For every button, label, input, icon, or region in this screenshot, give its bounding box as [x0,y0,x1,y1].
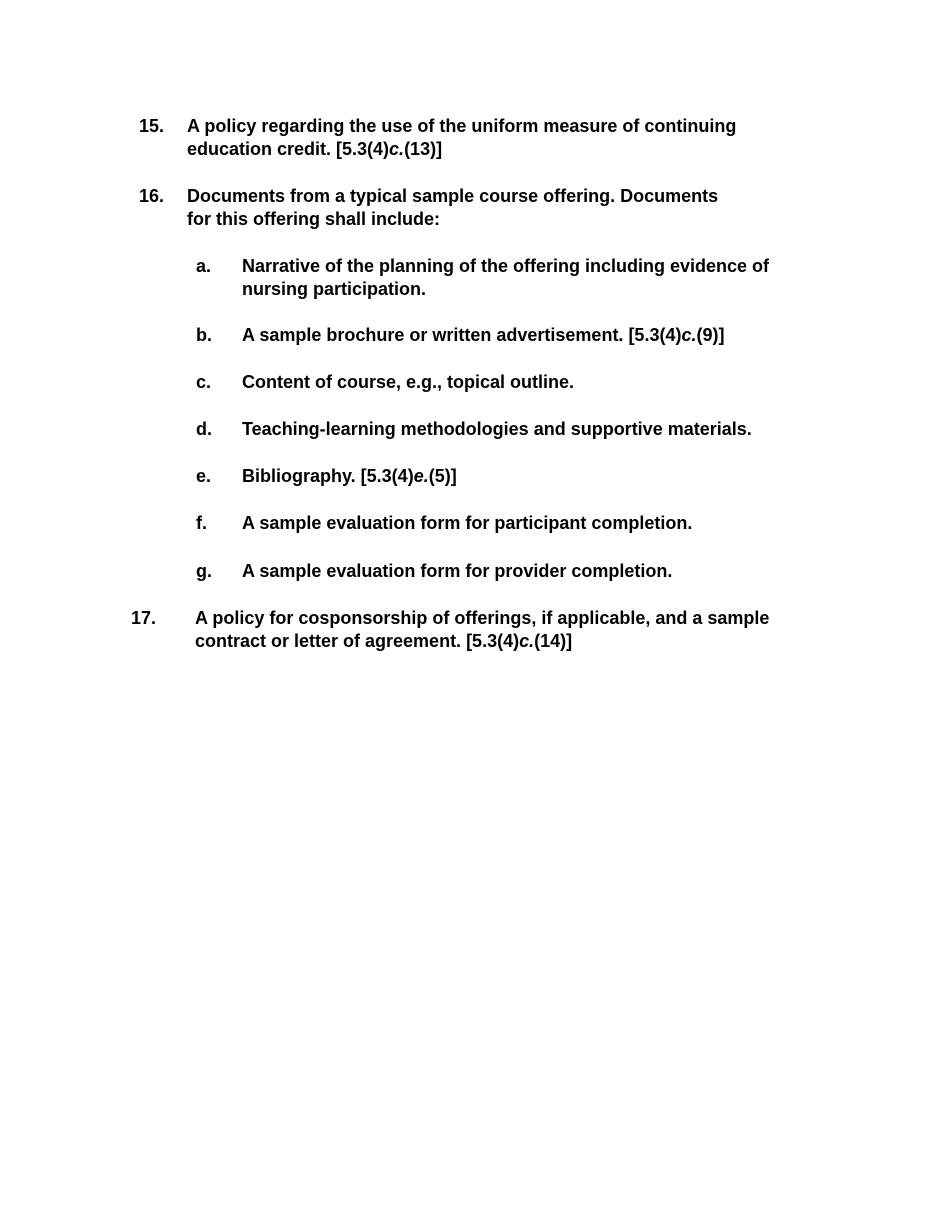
citation-prefix: contract or letter of agreement. [5.3(4) [195,631,520,651]
item-text-line: A policy for cosponsorship of offerings, if applicable, and a sample [195,608,770,628]
sub-item-letter: b. [196,325,212,345]
sub-item-text [242,255,769,301]
sub-item-text: Teaching-learning methodologies and supportive materials. [242,419,752,439]
sub-item-text: A sample evaluation form for provider completion. [242,561,673,581]
citation-italic: c. [681,325,697,345]
item-text-line: for this offering shall include: [187,209,441,229]
sub-item-g [196,560,816,610]
sub-item-letter: c. [196,372,212,392]
item-text [187,185,718,231]
list-item-17 [131,607,851,657]
citation-italic: c. [519,631,535,651]
citation-italic: e. [413,466,429,486]
citation-suffix: (5)] [428,466,457,486]
sub-item-letter: f. [196,513,207,533]
item-text [195,607,769,653]
item-number: 17. [131,608,157,628]
sub-item-c [196,371,816,421]
item-text-line [187,138,736,161]
sub-item-f [196,512,816,562]
item-text [187,115,736,161]
sub-item-a [196,255,816,305]
list-item-15 [139,115,839,165]
sub-item-e [196,465,816,515]
citation-prefix: education credit. [5.3(4) [187,139,390,159]
sub-item-d [196,418,816,468]
sub-item-text [242,465,457,488]
sub-item-letter: g. [196,561,212,581]
sub-item-text: Content of course, e.g., topical outline. [242,372,575,392]
sub-item-text [242,324,724,347]
sub-item-letter: e. [196,466,212,486]
item-text-line: A policy regarding the use of the uniform measure of continuing [187,116,737,136]
citation-suffix: (14)] [534,631,573,651]
item-text-line [195,630,769,653]
sub-item-b [196,324,816,374]
citation-prefix: A sample brochure or written advertisement. [5.3(4) [242,325,682,345]
item-number: 16. [139,186,165,206]
sub-item-letter: d. [196,419,212,439]
citation-suffix: (9)] [696,325,725,345]
citation-italic: c. [389,139,405,159]
citation-prefix: Bibliography. [5.3(4) [242,466,414,486]
sub-item-letter: a. [196,256,212,276]
item-number: 15. [139,116,165,136]
sub-item-text-line: Narrative of the planning of the offering including evidence of [242,256,770,276]
sub-item-text: A sample evaluation form for participant completion. [242,513,693,533]
list-item-16 [139,185,839,235]
item-text-line: Documents from a typical sample course offering. Documents [187,186,719,206]
citation-suffix: (13)] [404,139,443,159]
sub-item-text-line: nursing participation. [242,279,427,299]
